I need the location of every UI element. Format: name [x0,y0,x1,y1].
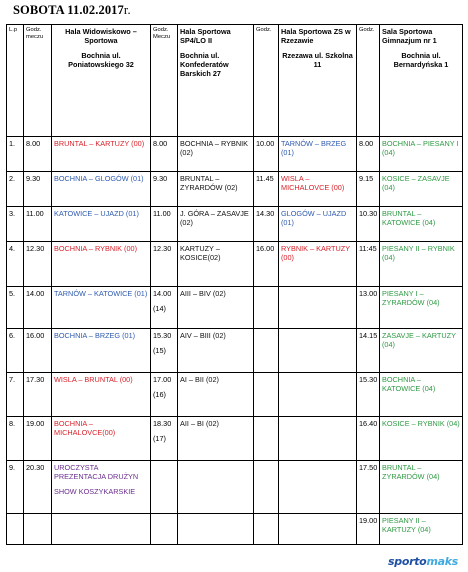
match-cell: AI – BII (02) [178,373,254,417]
hall-address: Rzezawa ul. Szkolna 11 [282,51,353,70]
hall-address: Bochnia ul. Konfederatów Barskich 27 [180,51,229,79]
table-row [7,207,463,242]
match-cell [279,287,357,329]
match-time: 19.00 [357,514,380,545]
row-number: 8. [7,417,24,461]
match-cell: BOCHNIA – MICHALOVCE(00) [52,417,151,461]
match-time: 19.00 [24,417,52,461]
event-cell [52,461,151,514]
hall-name: Sala Sportowa Gimnazjum nr 1 [382,27,437,46]
match-time-with-number: 17.00 (16) [151,373,178,417]
table-row [7,137,463,172]
match-cell: GLOGÓW – UJAZD (01) [279,207,357,242]
row-number: 2. [7,172,24,207]
match-time: 9.30 [24,172,52,207]
match-time [254,461,279,514]
row-number: 6. [7,329,24,373]
match-time [254,514,279,545]
row-number: 1. [7,137,24,172]
match-cell [52,514,151,545]
match-time [254,417,279,461]
match-cell [178,461,254,514]
match-time: 11.00 [151,207,178,242]
table-row [7,373,463,417]
table-row [7,461,463,514]
match-time: 10.30 [357,207,380,242]
match-cell: TARNÓW – KATOWICE (01) [52,287,151,329]
match-cell: KOSICE – ZASAVJE (04) [380,172,463,207]
match-time: 8.00 [357,137,380,172]
match-time: 11.45 [254,172,279,207]
match-cell: BOCHNIA – RYBNIK (02) [178,137,254,172]
match-time-with-number: 18.30 (17) [151,417,178,461]
row-number: 3. [7,207,24,242]
match-time: 12.30 [24,242,52,287]
match-cell: BRUNTAL – KATOWICE (04) [380,207,463,242]
match-cell: TARNÓW – BRZEG (01) [279,137,357,172]
match-cell: WISLA – BRUNTAL (00) [52,373,151,417]
match-time [151,461,178,514]
event-subtitle: SHOW KOSZYKARSKIE [54,487,136,497]
match-cell: PIESANY I – ZYRARDÓW (04) [380,287,463,329]
header-time-2: Godz. Meczu [151,25,178,137]
match-time: 13.00 [357,287,380,329]
match-time: 8.00 [151,137,178,172]
table-row [7,514,463,545]
table-row [7,172,463,207]
match-time: 11.00 [24,207,52,242]
match-cell: ZASAVJE – KARTUZY (04) [380,329,463,373]
match-time [151,514,178,545]
match-cell [279,514,357,545]
match-cell: BRUNTAL – KARTUZY (00) [52,137,151,172]
match-cell: J. GÓRA – ZASAVJE (02) [178,207,254,242]
row-number: 5. [7,287,24,329]
hall-name: Hala Sportowa SP4/LO II [180,27,231,46]
match-time: 8.00 [24,137,52,172]
match-time: 16.00 [254,242,279,287]
sportomaks-logo: sportomaks [388,555,458,568]
header-hall-2 [178,25,254,137]
match-cell: BRUNTAL – ZYRARDÓW (02) [178,172,254,207]
row-number [7,514,24,545]
match-cell: BOCHNIA – RYBNIK (00) [52,242,151,287]
match-cell: BOCHNIA – PIESANY I (04) [380,137,463,172]
match-cell: RYBNIK – KARTUZY (00) [279,242,357,287]
match-cell: BOCHNIA – GLOGÓW (01) [52,172,151,207]
match-time: 16.00 [24,329,52,373]
match-time: 12.30 [151,242,178,287]
match-time [254,329,279,373]
match-cell [279,373,357,417]
page-title: SOBOTA 11.02.2017r. [13,3,131,17]
hall-address: Bochnia ul. Poniatowskiego 32 [68,51,134,70]
header-hall-3 [279,25,357,137]
match-cell: KOSICE – RYBNIK (04) [380,417,463,461]
row-number: 7. [7,373,24,417]
match-time: 10.00 [254,137,279,172]
match-cell [279,417,357,461]
hall-address: Bochnia ul. Bernardyńska 1 [393,51,449,70]
match-time [254,373,279,417]
match-cell: PIESANY II – RYBNIK (04) [380,242,463,287]
match-time: 11:45 [357,242,380,287]
header-hall-1 [52,25,151,137]
header-time-1: Godz. meczu [24,25,52,137]
header-hall-4 [380,25,463,137]
match-cell: BRUNTAL – ZYRARDÓW (04) [380,461,463,514]
match-time-with-number: 14.00 (14) [151,287,178,329]
header-time-3: Godz. [254,25,279,137]
match-cell: BOCHNIA – BRZEG (01) [52,329,151,373]
hall-name: Hala Sportowa ZS w Rzezawie [281,27,351,46]
table-row [7,287,463,329]
match-cell: KARTUZY – KOSICE(02) [178,242,254,287]
match-time [24,514,52,545]
match-time: 16.40 [357,417,380,461]
header-lp: L.p [7,25,24,137]
event-title: UROCZYSTA PREZENTACJA DRUŻYN [54,463,139,482]
row-number: 9. [7,461,24,514]
match-cell: AIV – BIII (02) [178,329,254,373]
header-time-4: Godz. [357,25,380,137]
hall-name: Hala Widowiskowo – Sportowa [65,27,137,46]
table-row [7,417,463,461]
match-cell: AIII – BIV (02) [178,287,254,329]
match-cell [178,514,254,545]
match-cell [279,329,357,373]
match-cell: BOCHNIA – KATOWICE (04) [380,373,463,417]
match-cell: AII – BI (02) [178,417,254,461]
match-time: 9.15 [357,172,380,207]
match-time: 9.30 [151,172,178,207]
match-time-with-number: 15.30 (15) [151,329,178,373]
schedule-table [6,24,463,545]
match-cell: WISLA – MICHALOVCE (00) [279,172,357,207]
match-time: 17.30 [24,373,52,417]
match-time: 15.30 [357,373,380,417]
match-cell [279,461,357,514]
match-time: 14.00 [24,287,52,329]
match-time: 20.30 [24,461,52,514]
match-time [254,287,279,329]
header-row [7,25,463,137]
match-cell: PIESANY II – KARTUZY (04) [380,514,463,545]
table-row [7,329,463,373]
match-time: 14.30 [254,207,279,242]
match-time: 14.15 [357,329,380,373]
match-time: 17.50 [357,461,380,514]
table-row [7,242,463,287]
match-cell: KATOWICE – UJAZD (01) [52,207,151,242]
row-number: 4. [7,242,24,287]
